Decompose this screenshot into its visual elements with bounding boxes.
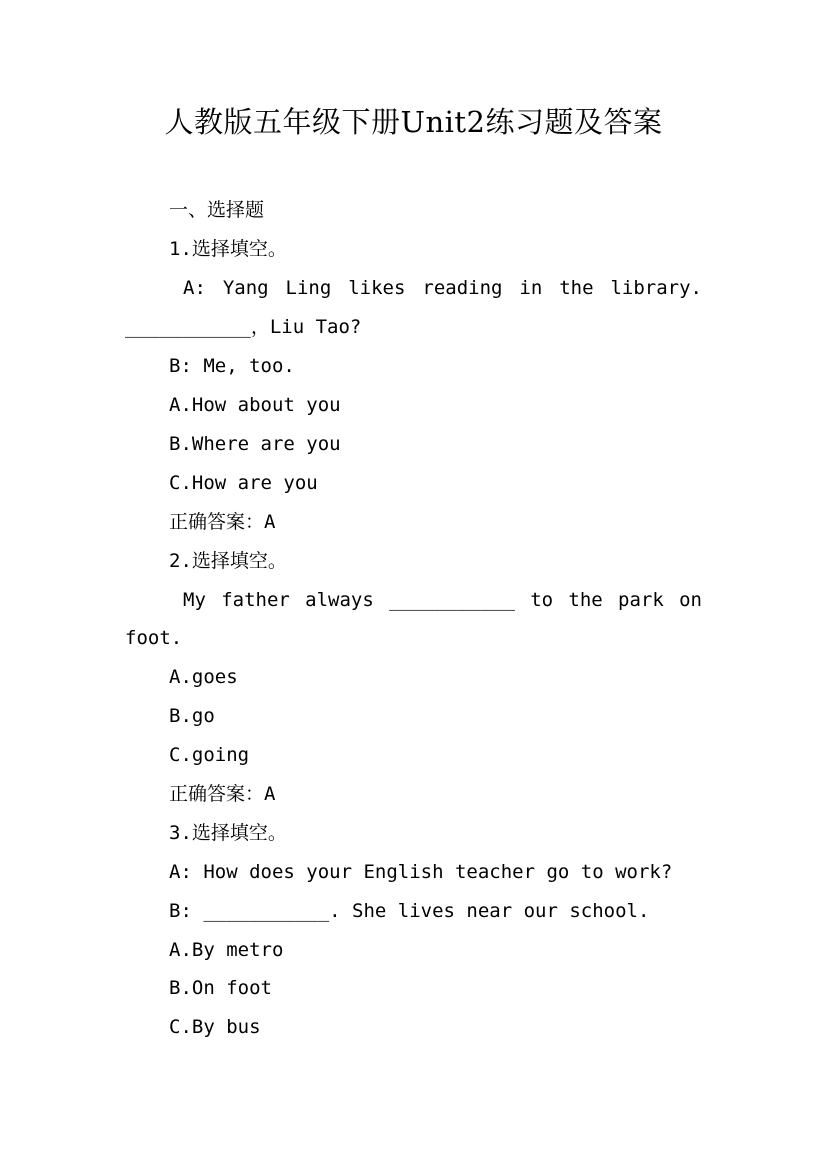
q1-word: A: <box>183 277 206 299</box>
q2-word: on <box>679 589 702 611</box>
question-3-prompt-line1: A: How does your English teacher go to work? <box>169 861 673 883</box>
question-2-prompt-line1 <box>125 587 702 613</box>
q1-word: in <box>519 277 543 299</box>
question-1-prompt-line3: B: Me, too. <box>169 355 295 377</box>
question-3-option-a: A.By metro <box>169 939 284 961</box>
q2-word: to <box>530 589 554 611</box>
question-1-answer: 正确答案：A <box>169 511 276 533</box>
q1-word: likes <box>348 277 406 299</box>
question-1-prompt-line2: ___________，Liu Tao? <box>125 316 362 338</box>
q1-word: Ling <box>285 277 332 299</box>
q1-word: reading <box>422 277 503 299</box>
question-3-option-c: C.By bus <box>169 1016 261 1038</box>
question-1-number: 1.选择填空。 <box>169 238 287 260</box>
question-2-prompt-line2: foot. <box>125 627 183 649</box>
question-2-option-b: B.go <box>169 705 215 727</box>
question-2-option-c: C.going <box>169 744 250 766</box>
q2-word: park <box>618 589 664 611</box>
q1-word: Yang <box>222 277 269 299</box>
q2-word: father <box>221 589 290 611</box>
question-1-prompt-line1 <box>125 275 702 301</box>
q2-word: My <box>183 589 206 611</box>
question-2-answer: 正确答案：A <box>169 783 276 805</box>
question-3-number: 3.选择填空。 <box>169 822 287 844</box>
q2-word: always <box>305 589 374 611</box>
question-3-option-b: B.On foot <box>169 977 272 999</box>
q2-word: the <box>568 589 603 611</box>
question-1-option-a: A.How about you <box>169 394 341 416</box>
question-2-option-a: A.goes <box>169 666 238 688</box>
document-title: 人教版五年级下册Unit2练习题及答案 <box>164 105 663 139</box>
section-heading: 一、选择题 <box>169 199 265 221</box>
question-1-option-b: B.Where are you <box>169 433 341 455</box>
q1-word: the <box>559 277 594 299</box>
question-3-prompt-line2: B: ___________. She lives near our school. <box>169 900 650 922</box>
q1-word: library. <box>610 277 702 299</box>
question-2-number: 2.选择填空。 <box>169 550 287 572</box>
q2-word: ___________ <box>389 589 515 611</box>
question-1-option-c: C.How are you <box>169 472 318 494</box>
